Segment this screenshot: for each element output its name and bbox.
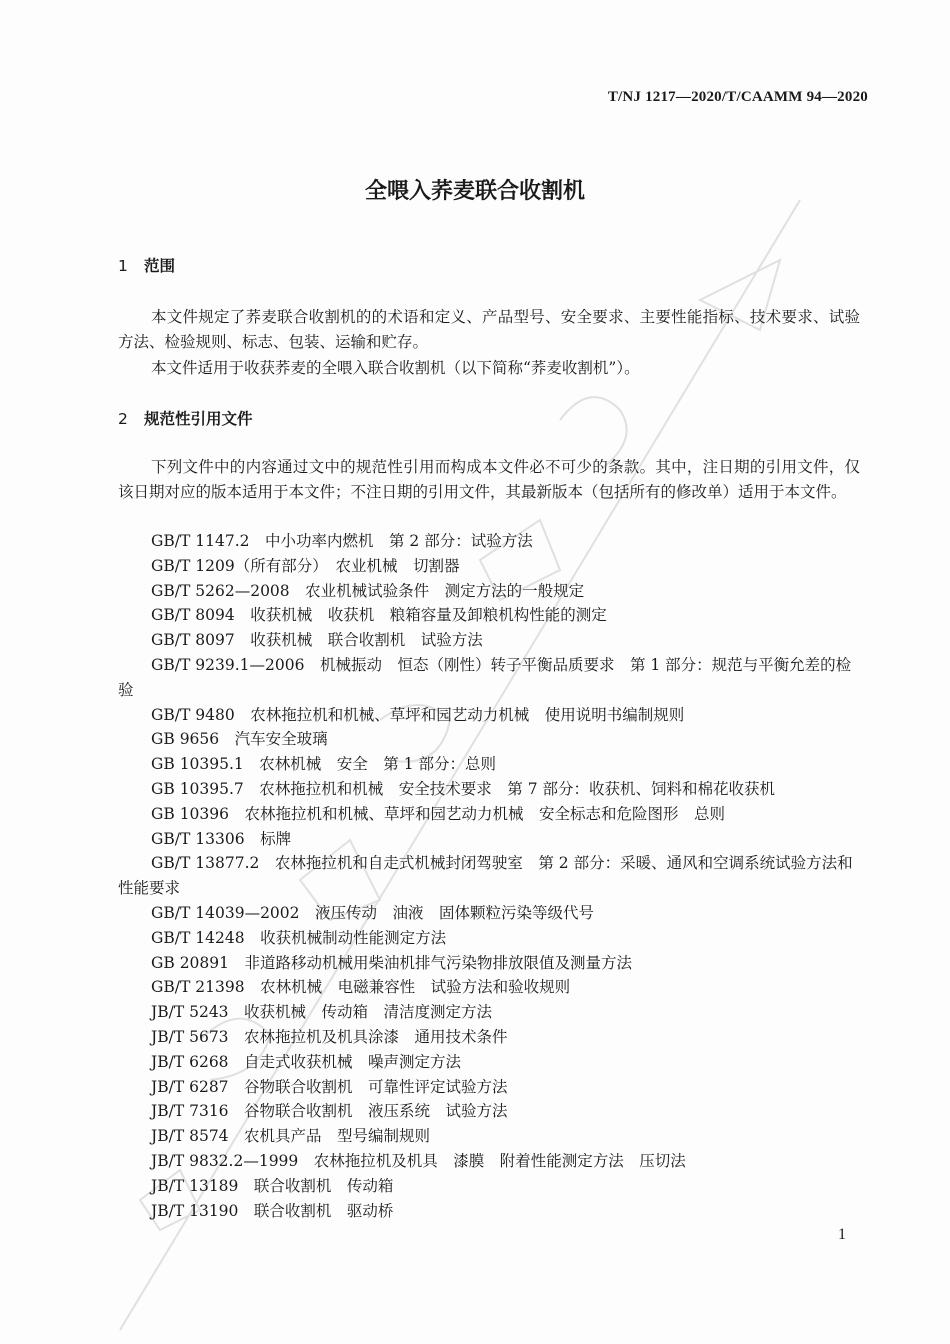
section-1-paragraph: 本文件规定了荞麦联合收割机的的术语和定义、产品型号、安全要求、主要性能指标、技术要求、试验方法、检验规则、标志、包装、运输和贮存。 [118, 308, 860, 351]
page-number: 1 [838, 1226, 846, 1243]
reference-item: GB/T 8094 收获机械 收获机 粮箱容量及卸粮机构性能的测定 [151, 606, 607, 625]
section-1-paragraph: 本文件适用于收获荞麦的全喂入联合收割机（以下简称“荞麦收割机”）。 [151, 359, 640, 377]
section-2-intro: 下列文件中的内容通过文中的规范性引用而构成本文件必不可少的条款。其中，注日期的引用文件，仅该日期对应的版本适用于本文件；不注日期的引用文件，其最新版本（包括所有的修改单）适用于本文件。 [118, 458, 860, 501]
reference-item: GB 10395.7 农林拖拉机和机械 安全技术要求 第 7 部分：收获机、饲料和棉花收获机 [151, 779, 776, 798]
section-2-heading [118, 407, 253, 429]
section-1-title: 范围 [144, 257, 176, 275]
reference-item: GB 10396 农林拖拉机和机械、草坪和园艺动力机械 安全标志和危险图形 总则 [151, 804, 726, 823]
reference-item: JB/T 6268 自走式收获机械 噪声测定方法 [151, 1052, 462, 1071]
reference-item: GB/T 14248 收获机械制动性能测定方法 [151, 928, 447, 947]
reference-item: GB/T 14039—2002 液压传动 油液 固体颗粒污染等级代号 [151, 903, 595, 922]
section-2-title: 规范性引用文件 [144, 410, 253, 428]
reference-item: JB/T 8574 农机具产品 型号编制规则 [151, 1127, 431, 1146]
section-1-number: 1 [118, 257, 128, 275]
document-title: 全喂入荞麦联合收割机 [364, 179, 585, 204]
section-1-heading [118, 254, 175, 276]
reference-item: GB/T 1147.2 中小功率内燃机 第 2 部分：试验方法 [151, 532, 533, 550]
reference-item: GB/T 5262—2008 农业机械试验条件 测定方法的一般规定 [151, 581, 585, 600]
reference-item: GB/T 9480 农林拖拉机和机械、草坪和园艺动力机械 使用说明书编制规则 [151, 705, 685, 724]
standard-code: T/NJ 1217—2020/T/CAAMM 94—2020 [607, 89, 868, 105]
reference-item: JB/T 13189 联合收割机 传动箱 [151, 1176, 394, 1195]
reference-item: GB/T 21398 农林机械 电磁兼容性 试验方法和验收规则 [151, 978, 571, 997]
reference-item: JB/T 6287 谷物联合收割机 可靠性评定试验方法 [151, 1077, 508, 1096]
reference-item: GB 9656 汽车安全玻璃 [151, 730, 328, 749]
reference-item: GB 20891 非道路移动机械用柴油机排气污染物排放限值及测量方法 [151, 953, 633, 972]
reference-item: GB/T 9239.1—2006 机械振动 恒态（刚性）转子平衡品质要求 第 1 部分：规范与平衡允差的检验 [118, 655, 852, 699]
reference-item: JB/T 5243 收获机械 传动箱 清洁度测定方法 [151, 1003, 493, 1022]
reference-item: GB/T 1209（所有部分） 农业机械 切割器 [151, 556, 460, 575]
reference-list [118, 529, 860, 1223]
reference-item: JB/T 9832.2—1999 农林拖拉机及机具 漆膜 附着性能测定方法 压切法 [151, 1151, 686, 1170]
reference-item: GB 10395.1 农林机械 安全 第 1 部分：总则 [151, 755, 497, 774]
reference-item: JB/T 5673 农林拖拉机及机具涂漆 通用技术条件 [151, 1027, 508, 1046]
reference-item: JB/T 7316 谷物联合收割机 液压系统 试验方法 [151, 1102, 508, 1121]
reference-item: JB/T 13190 联合收割机 驱动桥 [151, 1201, 394, 1220]
reference-item: GB/T 13877.2 农林拖拉机和自走式机械封闭驾驶室 第 2 部分：采暖、通风和空调系统试验方法和性能要求 [118, 854, 853, 898]
reference-item: GB/T 8097 收获机械 联合收割机 试验方法 [151, 631, 483, 650]
reference-item: GB/T 13306 标牌 [151, 829, 292, 848]
section-2-number: 2 [118, 410, 128, 428]
